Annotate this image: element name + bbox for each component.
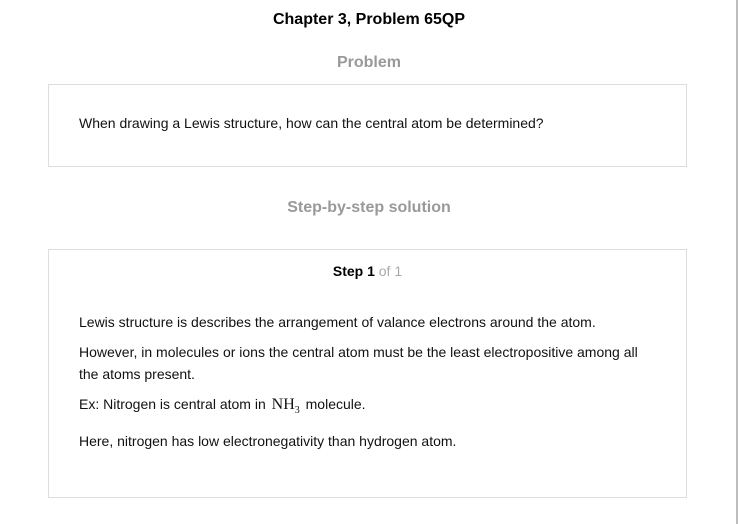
problem-heading: Problem [336, 54, 401, 71]
solution-box [48, 249, 687, 498]
step-count: of 1 [378, 263, 403, 279]
step-number: Step 1 [332, 263, 375, 279]
example-text: Ex: Nitrogen is central atom in [79, 396, 266, 412]
chemical-formula [271, 396, 300, 417]
formula-symbol: NH [271, 396, 295, 413]
chapter-title: Chapter 3, Problem 65QP [272, 11, 466, 28]
solution-paragraph-1: Lewis structure is describes the arrangement of valance electrons around the atom. [79, 314, 596, 330]
solution-body [79, 311, 659, 460]
solution-paragraph-3 [79, 393, 659, 422]
problem-box [48, 84, 687, 167]
step-label [49, 263, 686, 279]
problem-text: When drawing a Lewis structure, how can the central atom be determined? [79, 115, 544, 131]
example-suffix: molecule. [305, 396, 366, 412]
solution-paragraph-2: However, in molecules or ions the central atom must be the least electropositive among all the atoms present. [79, 344, 638, 382]
solution-paragraph-4: Here, nitrogen has low electronegativity than hydrogen atom. [79, 433, 457, 450]
solution-heading: Step-by-step solution [287, 199, 451, 216]
formula-subscript: 3 [294, 405, 300, 417]
